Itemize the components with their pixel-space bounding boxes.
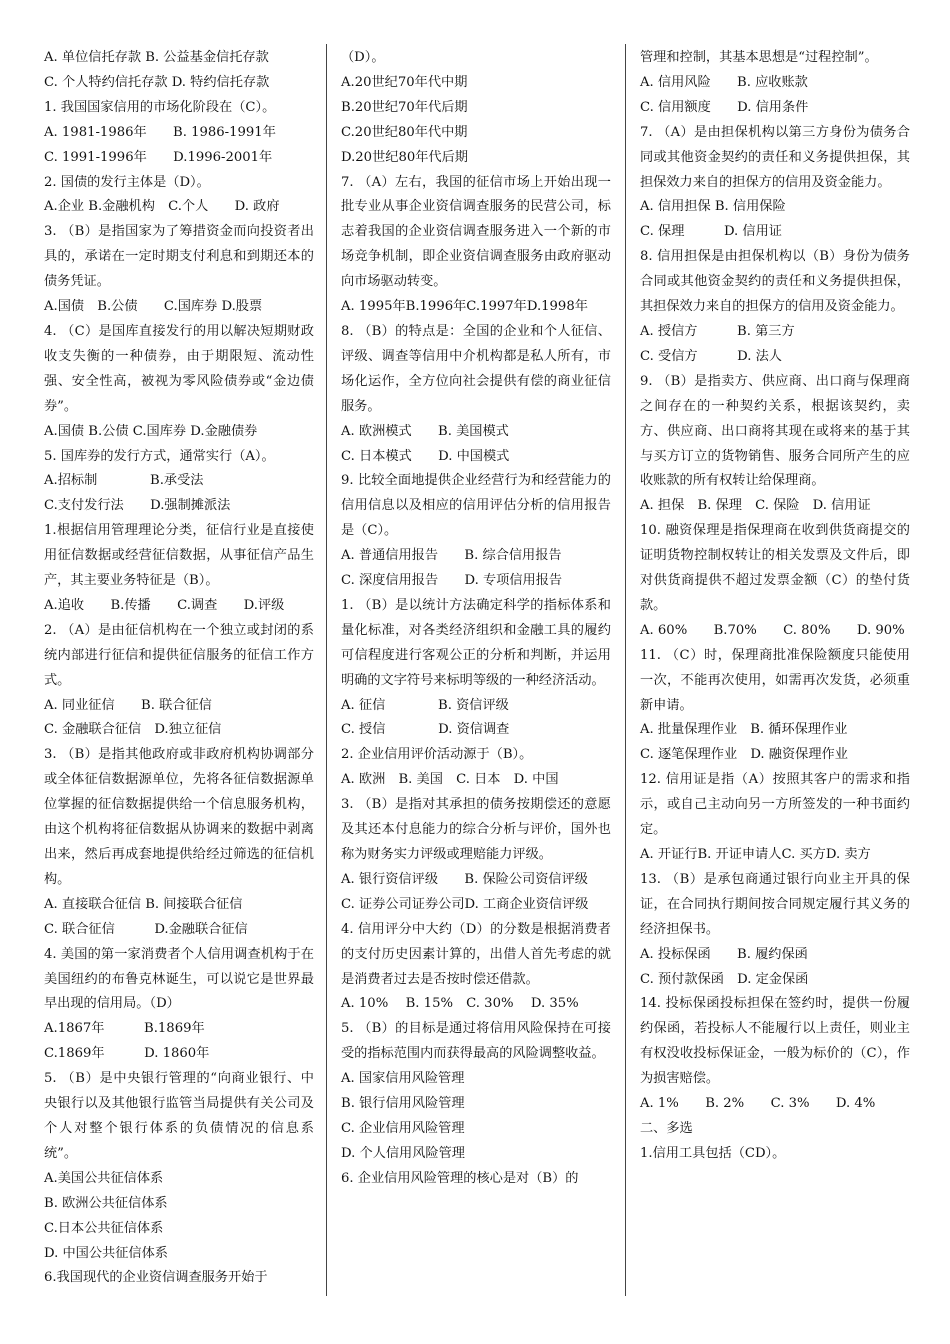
text-line: C. 保理 D. 信用证 (640, 224, 782, 240)
text-line: 1. （B）是以统计方法确定科学的指标体系和量化标准，对各类经济组织和金融工具的履约可信程度进行客观公正的分析和判断，并运用明确的文字符号来标明等级的一种经济活动。 (341, 597, 611, 688)
text-line: A.国债 B.公债 C.国库券 D.金融债券 (44, 423, 258, 439)
text-line: A. 单位信托存款 B. 公益基金信托存款 (44, 50, 269, 65)
text-line: 8. 信用担保是由担保机构以（B）身份为债务合同或其他资金契约的责任和义务提供担保，其担保效力来自的担保方的信用及资金能力。 (640, 249, 910, 315)
text-line: D. 个人信用风险管理 (341, 1145, 465, 1161)
text-column-2 (341, 46, 611, 1192)
text-line: 9. （B）是指卖方、供应商、出口商与保理商之间存在的一种契约关系，根据该契约，卖方、供应商、出口商将其现在或将来的基于其与买方订立的货物销售、服务合同所产生的应收账款的所有权转让给保理商。 (640, 373, 910, 489)
text-line: A. 投标保函 B. 履约保函 (640, 946, 808, 962)
text-line: A. 10% B. 15% C. 30% D. 35% (341, 996, 579, 1012)
text-line: 3. （B）是指国家为了筹措资金而向投资者出具的，承诺在一定时期支付利息和到期还本的债务凭证。 (44, 224, 314, 290)
text-line: A. 批量保理作业 B. 循环保理作业 (640, 722, 848, 738)
text-line: A.追收 B.传播 C.调查 D.评级 (44, 597, 285, 613)
text-line: A. 信用风险 B. 应收账款 (640, 74, 808, 90)
text-line: C. 金融联合征信 D.独立征信 (44, 722, 222, 738)
text-line: 7. （A）左右，我国的征信市场上开始出现一批专业从事企业资信调查服务的民营公司，标志着我国的企业资信调查服务进入一个新的市场竞争机制，即企业资信调查服务由政府驱动向市场驱动转变。 (341, 174, 611, 290)
text-line: 5. （B）的目标是通过将信用风险保持在可接受的指标范围内而获得最高的风险调整收益。 (341, 1021, 611, 1062)
text-line: A. 60% B.70% C. 80% D. 90% (640, 622, 905, 638)
column-divider (625, 44, 626, 1296)
text-line: 14. 投标保函投标担保在签约时，提供一份履约保函，若投标人不能履行以上责任，则业主有权没收投标保证金，一般为标价的（C），作为损害赔偿。 (640, 996, 910, 1087)
text-line: 5. （B）是中央银行管理的“向商业银行、中央银行以及其他银行监管当局提供有关公司及个人对整个银行体系的负债情况的信息系统”。 (44, 1071, 314, 1161)
text-line: 2. （A）是由征信机构在一个独立或封闭的系统内部进行征信和提供征信服务的征信工作方式。 (44, 622, 314, 688)
text-line: 管理和控制，其基本思想是“过程控制”。 (640, 50, 878, 65)
text-line: 7. （A）是由担保机构以第三方身份为债务合同或其他资金契约的责任和义务提供担保，其担保效力来自的担保方的信用及资金能力。 (640, 124, 910, 190)
text-line: 6.我国现代的企业资信调查服务开始于 (44, 1270, 268, 1286)
text-line: （D）。 (341, 50, 385, 65)
text-line: C. 个人特约信托存款 D. 特约信托存款 (44, 74, 270, 90)
text-line: A. 欧洲模式 B. 美国模式 (341, 423, 509, 439)
text-line: 2. 企业信用评价活动源于（B）。 (341, 747, 533, 763)
text-line: C.20世纪80年代中期 (341, 124, 468, 140)
text-line: D.20世纪80年代后期 (341, 149, 468, 165)
text-line: C. 受信方 D. 法人 (640, 348, 782, 364)
text-line: 11. （C）时，保理商批准保险额度只能使用一次，不能再次使用，如需再次发货，必须重新申请。 (640, 647, 910, 713)
text-line: 4. （C）是国库直接发行的用以解决短期财政收支失衡的一种债券，由于期限短、流动性强、安全性高，被视为零风险债券或“金边债券”。 (44, 323, 314, 414)
text-line: A. 国家信用风险管理 (341, 1071, 465, 1087)
text-line: B. 银行信用风险管理 (341, 1096, 465, 1112)
text-line: A. 授信方 B. 第三方 (640, 323, 795, 339)
text-line: B. 欧洲公共征信体系 (44, 1195, 168, 1211)
text-line: C.支付发行法 D.强制摊派法 (44, 498, 231, 514)
text-line: A. 征信 B. 资信评级 (341, 697, 509, 713)
text-line: A. 欧洲 B. 美国 C. 日本 D. 中国 (341, 772, 559, 788)
text-line: 8. （B）的特点是：全国的企业和个人征信、评级、调查等信用中介机构都是私人所有，市场化运作，全方位向社会提供有偿的商业征信服务。 (341, 323, 611, 414)
text-line: A. 1981-1986年 B. 1986-1991年 (44, 124, 276, 140)
text-line: A.美国公共征信体系 (44, 1170, 164, 1186)
text-line: B.20世纪70年代后期 (341, 99, 468, 115)
text-line: D. 中国公共征信体系 (44, 1245, 168, 1261)
text-line: 3. （B）是指对其承担的债务按期偿还的意愿及其还本付息能力的综合分析与评价，国外也称为财务实力评级或理赔能力评级。 (341, 797, 611, 862)
text-line: 二、多选 (640, 1120, 693, 1136)
text-line: C. 1991-1996年 D.1996-2001年 (44, 149, 273, 165)
column-divider (326, 44, 327, 1296)
text-line: A. 同业征信 B. 联合征信 (44, 697, 212, 713)
text-line: A. 银行资信评级 B. 保险公司资信评级 (341, 871, 588, 887)
text-line: C. 信用额度 D. 信用条件 (640, 99, 809, 115)
text-line: 1.信用工具包括（CD）。 (640, 1145, 786, 1161)
text-line: C. 预付款保函 D. 定金保函 (640, 971, 809, 987)
text-line: 2. 国债的发行主体是（D）。 (44, 174, 210, 190)
text-line: 9. 比较全面地提供企业经营行为和经营能力的信用信息以及相应的信用评估分析的信用报告是（C）。 (341, 473, 611, 539)
text-line: 4. 信用评分中大约（D）的分数是根据消费者的支付历史因素计算的，出借人首先考虑的就是消费者过去是否按时偿还借款。 (341, 921, 611, 987)
text-line: A.企业 B.金融机构 C.个人 D. 政府 (44, 199, 280, 215)
text-line: A.招标制 B.承受法 (44, 473, 204, 489)
text-line: A. 1% B. 2% C. 3% D. 4% (640, 1096, 876, 1112)
text-line: 13. （B）是承包商通过银行向业主开具的保证，在合同执行期间按合同规定履行其义务的经济担保书。 (640, 871, 910, 937)
text-line: C. 证券公司证券公司D. 工商企业资信评级 (341, 896, 589, 912)
text-column-3 (640, 46, 910, 1167)
text-line: A. 开证行B. 开证申请人C. 买方D. 卖方 (640, 847, 871, 862)
text-line: 6. 企业信用风险管理的核心是对（B）的 (341, 1170, 579, 1186)
text-line: C. 日本模式 D. 中国模式 (341, 448, 510, 464)
text-line: C. 授信 D. 资信调查 (341, 722, 510, 738)
text-line: 1. 我国国家信用的市场化阶段在（C）。 (44, 99, 276, 115)
text-line: C.日本公共征信体系 (44, 1220, 164, 1236)
text-column-1 (44, 46, 314, 1291)
text-line: C. 深度信用报告 D. 专项信用报告 (341, 573, 563, 589)
text-line: C. 逐笔保理作业 D. 融资保理作业 (640, 747, 848, 763)
text-line: A. 担保 B. 保理 C. 保险 D. 信用证 (640, 498, 871, 514)
text-line: 5. 国库券的发行方式，通常实行（A）。 (44, 448, 275, 464)
text-line: A.国债 B.公债 C.国库券 D.股票 (44, 299, 263, 315)
text-line: A. 普通信用报告 B. 综合信用报告 (341, 548, 562, 564)
text-line: C.1869年 D. 1860年 (44, 1046, 210, 1062)
text-line: 1.根据信用管理理论分类，征信行业是直接使用征信数据或经营征信数据，从事征信产品生产，其主要业务特征是（B）。 (44, 523, 314, 589)
text-line: A. 直接联合征信 B. 间接联合征信 (44, 896, 243, 912)
text-line: A. 1995年B.1996年C.1997年D.1998年 (341, 299, 588, 315)
text-line: 3. （B）是指其他政府或非政府机构协调部分或全体征信数据源单位，先将各征信数据源单位掌握的征信数据提供给一个信息服务机构，由这个机构将征信数据从协调来的数据中剥离出来，然后再成套地提供给经过筛选的征信机构。 (44, 747, 314, 887)
text-line: 10. 融资保理是指保理商在收到供货商提交的证明货物控制权转让的相关发票及文件后，即对供货商提供不超过发票金额（C）的垫付货款。 (640, 523, 910, 613)
text-line: 4. 美国的第一家消费者个人信用调查机构于在美国纽约的布鲁克林诞生，可以说它是世界最早出现的信用局。（D） (44, 946, 314, 1012)
text-line: A.1867年 B.1869年 (44, 1021, 205, 1037)
text-line: C. 企业信用风险管理 (341, 1120, 465, 1136)
text-line: A. 信用担保 B. 信用保险 (640, 199, 786, 215)
text-line: 12. 信用证是指（A）按照其客户的需求和指示，或自己主动向另一方所签发的一种书面约定。 (640, 772, 910, 838)
text-line: C. 联合征信 D.金融联合征信 (44, 921, 248, 937)
text-line: A.20世纪70年代中期 (341, 74, 468, 90)
